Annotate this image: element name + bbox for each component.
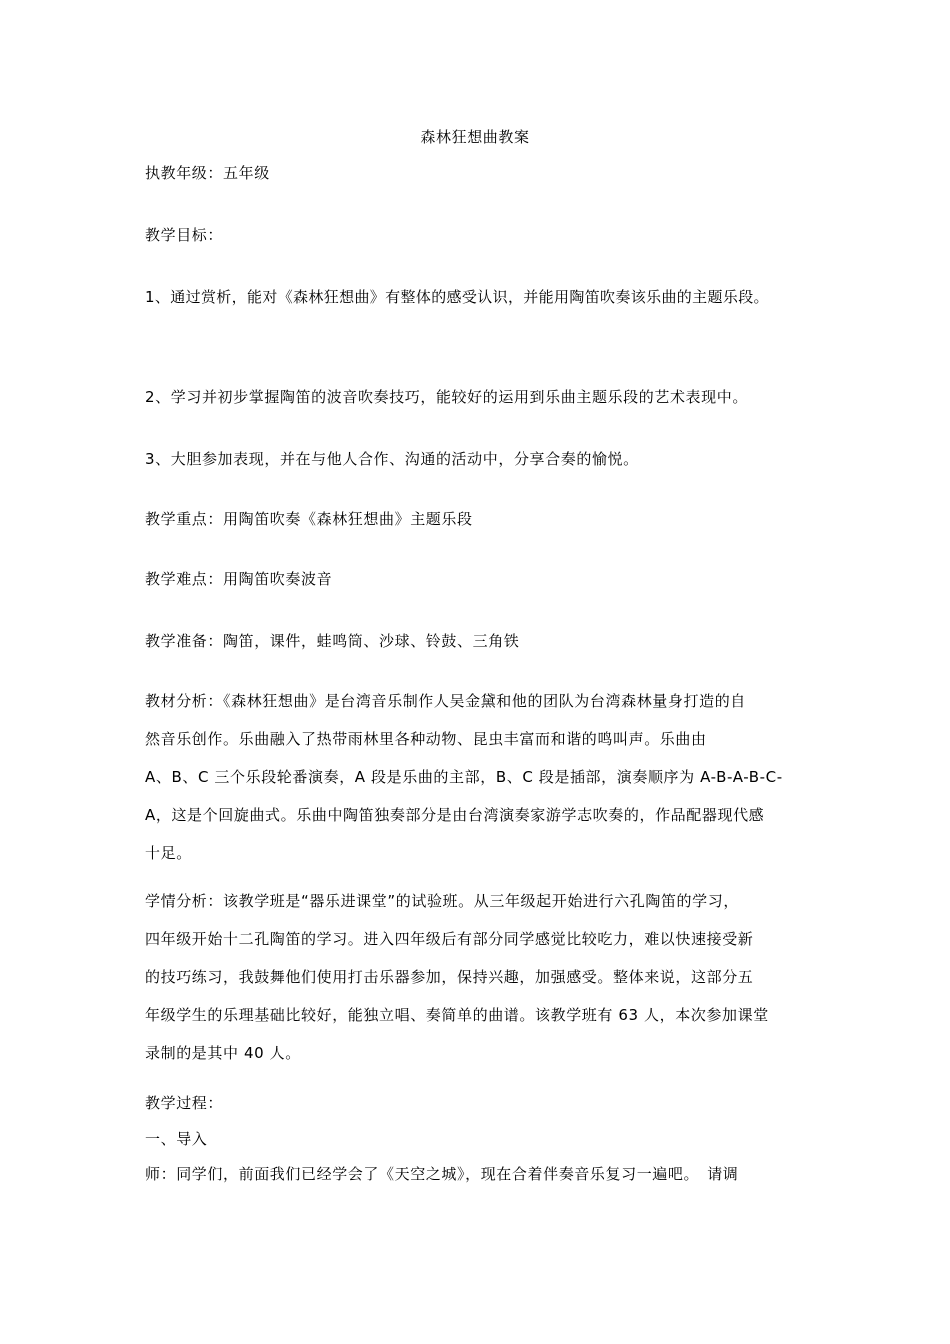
teacher-line: 师：同学们，前面我们已经学会了《天空之城》，现在合着伴奏音乐复习一遍吧。 请调 [145, 1165, 739, 1183]
preparation: 教学准备：陶笛，课件，蛙鸣筒、沙球、铃鼓、三角铁 [145, 632, 520, 650]
material-analysis-line: A，这是个回旋曲式。乐曲中陶笛独奏部分是由台湾演奏家游学志吹奏的，作品配器现代感 [145, 806, 765, 824]
student-analysis-line: 学情分析：该教学班是“器乐进课堂”的试验班。从三年级起开始进行六孔陶笛的学习， [145, 892, 739, 910]
material-analysis-line: 教材分析：《森林狂想曲》是台湾音乐制作人吴金黛和他的团队为台湾森林量身打造的自 [145, 692, 746, 710]
student-analysis-line: 四年级开始十二孔陶笛的学习。进入四年级后有部分同学感觉比较吃力，难以快速接受新 [145, 930, 754, 948]
goal-3: 3、大胆参加表现，并在与他人合作、沟通的活动中，分享合奏的愉悦。 [145, 450, 639, 468]
process-heading: 教学过程： [145, 1094, 224, 1112]
document-title: 森林狂想曲教案 [420, 128, 530, 146]
material-analysis-line: A、B、C 三个乐段轮番演奏，A 段是乐曲的主部，B、C 段是插部，演奏顺序为 A-B-A-B-C- [145, 768, 783, 786]
student-analysis-line: 年级学生的乐理基础比较好，能独立唱、奏简单的曲谱。该教学班有 63 人，本次参加课堂 [145, 1006, 769, 1024]
goals-heading: 教学目标： [145, 226, 224, 244]
material-analysis-line: 十足。 [145, 844, 192, 862]
section-1-heading: 一、导入 [145, 1130, 208, 1148]
difficulty: 教学难点：用陶笛吹奏波音 [145, 570, 333, 588]
material-analysis-line: 然音乐创作。乐曲融入了热带雨林里各种动物、昆虫丰富而和谐的鸣叫声。乐曲由 [145, 730, 707, 748]
grade-line: 执教年级：五年级 [145, 164, 270, 182]
key-point: 教学重点：用陶笛吹奏《森林狂想曲》主题乐段 [145, 510, 473, 528]
material-analysis [145, 690, 810, 880]
student-analysis-line: 的技巧练习，我鼓舞他们使用打击乐器参加，保持兴趣，加强感受。整体来说，这部分五 [145, 968, 754, 986]
goal-2: 2、学习并初步掌握陶笛的波音吹奏技巧，能较好的运用到乐曲主题乐段的艺术表现中。 [145, 388, 748, 406]
student-analysis-line: 录制的是其中 40 人。 [145, 1044, 301, 1062]
goal-1: 1、通过赏析，能对《森林狂想曲》有整体的感受认识，并能用陶笛吹奏该乐曲的主题乐段。 [145, 288, 769, 306]
student-analysis [145, 890, 810, 1080]
